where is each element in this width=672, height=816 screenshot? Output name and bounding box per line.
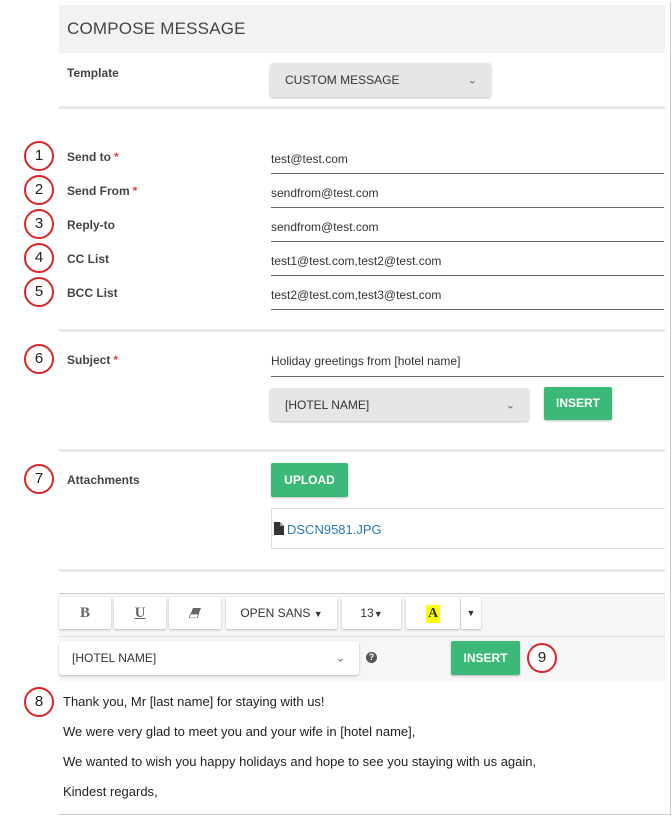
template-select[interactable] (270, 63, 491, 97)
caret-down-icon: ▼ (313, 609, 323, 619)
attachment-file-link[interactable]: DSCN9581.JPG (287, 522, 382, 537)
compose-header (59, 5, 665, 53)
callout-badge: 2 (24, 175, 54, 205)
subject-label: Subject * (67, 353, 119, 367)
eraser-icon (189, 608, 201, 618)
underline-button[interactable]: U (114, 597, 166, 629)
callout-badge: 6 (24, 344, 54, 374)
template-select-value: CUSTOM MESSAGE (285, 73, 400, 87)
callout-badge: 9 (527, 643, 557, 673)
divider (59, 106, 665, 109)
reply-to-label: Reply-to (67, 218, 115, 232)
highlight-dropdown-button[interactable] (461, 597, 481, 629)
required-mark: * (113, 353, 119, 367)
clear-format-button[interactable] (169, 597, 221, 629)
template-label: Template (67, 66, 119, 80)
send-to-label: Send to * (67, 150, 119, 164)
body-line: We were very glad to meet you and your wife in [hotel name], (63, 724, 416, 739)
font-size-dropdown[interactable] (342, 597, 401, 629)
font-family-dropdown[interactable] (226, 597, 337, 629)
page-title: COMPOSE MESSAGE (67, 19, 246, 38)
highlight-button[interactable] (406, 597, 460, 629)
bcc-list-label: BCC List (67, 286, 118, 300)
callout-badge: 5 (24, 277, 54, 307)
divider (59, 329, 665, 332)
editor-insert-button[interactable]: INSERT (451, 641, 520, 675)
required-mark: * (114, 150, 119, 164)
callout-badge: 4 (24, 243, 54, 273)
chevron-down-icon: ⌄ (505, 399, 515, 411)
attachments-label: Attachments (67, 473, 140, 487)
editor-placeholder-value: [HOTEL NAME] (72, 651, 157, 665)
highlight-icon: A (427, 606, 439, 621)
divider (59, 449, 665, 452)
callout-badge: 8 (24, 687, 54, 717)
required-mark: * (132, 184, 138, 198)
subject-placeholder-select[interactable] (270, 388, 529, 421)
file-icon (274, 522, 284, 535)
send-to-field[interactable]: test@test.com (271, 141, 664, 174)
subject-insert-button[interactable]: INSERT (544, 387, 612, 420)
reply-to-field[interactable]: sendfrom@test.com (271, 209, 664, 242)
send-from-field[interactable]: sendfrom@test.com (271, 175, 664, 208)
attachment-list (271, 508, 665, 549)
font-family-value: OPEN SANS (240, 606, 311, 620)
font-size-value: 13 (360, 606, 374, 620)
upload-button[interactable]: UPLOAD (271, 463, 348, 497)
bold-button[interactable]: B (59, 597, 111, 629)
body-line: Kindest regards, (63, 784, 158, 799)
body-line: We wanted to wish you happy holidays and hope to see you staying with us again, (63, 754, 537, 769)
subject-placeholder-value: [HOTEL NAME] (285, 397, 370, 412)
cc-list-field[interactable]: test1@test.com,test2@test.com (271, 243, 664, 276)
chevron-down-icon: ⌄ (335, 652, 345, 665)
subject-field[interactable]: Holiday greetings from [hotel name] (271, 343, 664, 377)
body-line: Thank you, Mr [last name] for staying with us! (63, 694, 325, 709)
chevron-down-icon: ⌄ (467, 74, 477, 87)
callout-badge: 7 (24, 464, 54, 494)
callout-badge: 1 (24, 141, 54, 171)
editor-placeholder-select[interactable] (59, 641, 359, 675)
send-from-label: Send From * (67, 184, 138, 198)
caret-down-icon: ▼ (466, 608, 476, 618)
callout-badge: 3 (24, 209, 54, 239)
cc-list-label: CC List (67, 252, 109, 266)
caret-down-icon: ▼ (373, 609, 383, 619)
divider (59, 569, 665, 572)
help-icon[interactable]: ? (366, 652, 377, 663)
bcc-list-field[interactable]: test2@test.com,test3@test.com (271, 277, 664, 310)
